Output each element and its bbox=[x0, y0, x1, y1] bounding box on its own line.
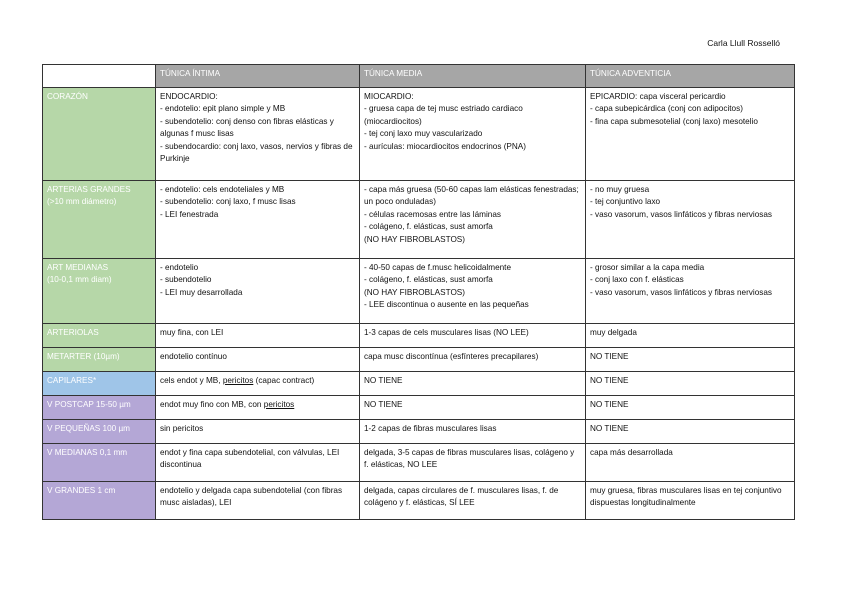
cell-adventicia: NO TIENE bbox=[586, 396, 795, 420]
vessel-table bbox=[42, 64, 795, 520]
cell-adventicia: NO TIENE bbox=[586, 372, 795, 396]
table-row bbox=[43, 372, 795, 396]
cell-media: MIOCARDIO: - gruesa capa de tej musc estriado cardiaco (miocardiocitos) - tej conj laxo muy vascularizado - aurículas: miocardiocitos endocrinos (PNA) bbox=[360, 88, 586, 181]
cell-media: 1-2 capas de fibras musculares lisas bbox=[360, 420, 586, 444]
table-row bbox=[43, 259, 795, 324]
cell-media: NO TIENE bbox=[360, 372, 586, 396]
corner-cell bbox=[43, 65, 156, 88]
row-header: V MEDIANAS 0,1 mm bbox=[43, 444, 156, 482]
cell-adventicia: NO TIENE bbox=[586, 420, 795, 444]
table-row bbox=[43, 444, 795, 482]
cell-media: - capa más gruesa (50-60 capas lam elásticas fenestradas; un poco onduladas) - células racemosas entre las láminas - colágeno, f. elásticas, sust amorfa (NO HAY FIBROBLASTOS) bbox=[360, 181, 586, 259]
cell-adventicia: - grosor similar a la capa media - conj laxo con f. elásticas - vaso vasorum, vasos linfáticos y fibras nerviosas bbox=[586, 259, 795, 324]
cell-adventicia: EPICARDIO: capa visceral pericardio - capa subepicárdica (conj con adipocitos) - fina capa submesotelial (conj laxo) mesotelio bbox=[586, 88, 795, 181]
table-row bbox=[43, 324, 795, 348]
row-header: ARTERIOLAS bbox=[43, 324, 156, 348]
cell-adventicia: capa más desarrollada bbox=[586, 444, 795, 482]
table-row bbox=[43, 396, 795, 420]
table-row bbox=[43, 348, 795, 372]
cell-media: capa musc discontínua (esfínteres precapilares) bbox=[360, 348, 586, 372]
table-row bbox=[43, 482, 795, 520]
cell-intima: muy fina, con LEI bbox=[156, 324, 360, 348]
cell-intima: ENDOCARDIO: - endotelio: epit plano simple y MB - subendotelio: conj denso con fibras elásticas y algunas f musc lisas - subendocardio: conj laxo, vasos, nervios y fibras de Purkinje bbox=[156, 88, 360, 181]
table-row bbox=[43, 420, 795, 444]
row-header: METARTER (10µm) bbox=[43, 348, 156, 372]
cell-media: delgada, capas circulares de f. musculares lisas, f. de colágeno y f. elásticas, SÍ LEE bbox=[360, 482, 586, 520]
cell-intima: - endotelio: cels endoteliales y MB - subendotelio: conj laxo, f musc lisas - LEI fenestrada bbox=[156, 181, 360, 259]
cell-intima: cels endot y MB, pericitos (capac contract) bbox=[156, 372, 360, 396]
cell-media: - 40-50 capas de f.musc helicoidalmente - colágeno, f. elásticas, sust amorfa (NO HAY FIBROBLASTOS) - LEE discontinua o ausente en las pequeñas bbox=[360, 259, 586, 324]
table-row bbox=[43, 88, 795, 181]
row-header: V POSTCAP 15-50 µm bbox=[43, 396, 156, 420]
cell-media: delgada, 3-5 capas de fibras musculares lisas, colágeno y f. elásticas, NO LEE bbox=[360, 444, 586, 482]
header-intima: TÚNICA ÍNTIMA bbox=[156, 65, 360, 88]
cell-adventicia: NO TIENE bbox=[586, 348, 795, 372]
cell-intima: - endotelio - subendotelio - LEI muy desarrollada bbox=[156, 259, 360, 324]
table-row bbox=[43, 181, 795, 259]
cell-intima: endotelio y delgada capa subendotelial (con fibras musc aisladas), LEI bbox=[156, 482, 360, 520]
row-header: CORAZÓN bbox=[43, 88, 156, 181]
cell-adventicia: muy gruesa, fibras musculares lisas en tej conjuntivo dispuestas longitudinalmente bbox=[586, 482, 795, 520]
cell-intima: endot muy fino con MB, con pericitos bbox=[156, 396, 360, 420]
cell-media: 1-3 capas de cels musculares lisas (NO LEE) bbox=[360, 324, 586, 348]
row-header: V GRANDES 1 cm bbox=[43, 482, 156, 520]
row-header: ARTERIAS GRANDES (>10 mm diámetro) bbox=[43, 181, 156, 259]
cell-intima: sin pericitos bbox=[156, 420, 360, 444]
cell-media: NO TIENE bbox=[360, 396, 586, 420]
header-media: TÚNICA MEDIA bbox=[360, 65, 586, 88]
author-name: Carla Llull Rosselló bbox=[707, 38, 780, 48]
header-adventicia: TÚNICA ADVENTICIA bbox=[586, 65, 795, 88]
row-header: ART MEDIANAS (10-0,1 mm diam) bbox=[43, 259, 156, 324]
cell-adventicia: muy delgada bbox=[586, 324, 795, 348]
row-header: V PEQUEÑAS 100 µm bbox=[43, 420, 156, 444]
header-row bbox=[43, 65, 795, 88]
cell-adventicia: - no muy gruesa - tej conjuntivo laxo - vaso vasorum, vasos linfáticos y fibras nerviosas bbox=[586, 181, 795, 259]
cell-intima: endot y fina capa subendotelial, con válvulas, LEI discontinua bbox=[156, 444, 360, 482]
row-header: CAPILARES* bbox=[43, 372, 156, 396]
cell-intima: endotelio contínuo bbox=[156, 348, 360, 372]
